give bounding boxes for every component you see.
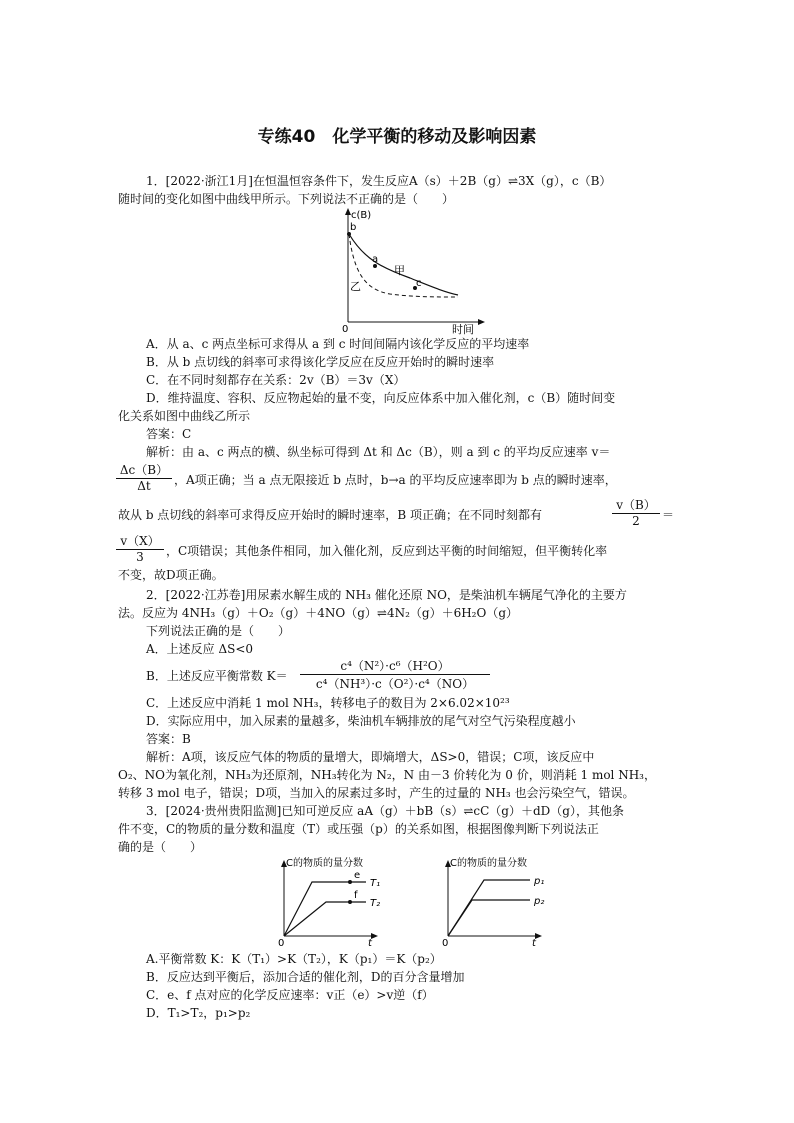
q1-fraction-vx-den: 3 bbox=[136, 550, 144, 564]
q2-stem-line3: 下列说法正确的是（ ） bbox=[146, 624, 291, 638]
q3-stem-line1: 3．[2024·贵州贵阳监测]已知可逆反应 aA（g）＋bB（s）⇌cC（g）＋dD（g），其他条 bbox=[146, 804, 624, 818]
q1-option-c: C．在不同时刻都存在关系：2v（B）＝3v（X） bbox=[146, 373, 406, 387]
q1-figure bbox=[320, 204, 490, 336]
q1-explanation-line2: ，A项正确；当 a 点无限接近 b 点时，b→a 的平均反应速率即为 b 点的瞬时速率， bbox=[174, 473, 617, 487]
q1-stem-line1: 1．[2022·浙江1月]在恒温恒容条件下，发生反应A（s）＋2B（g）⇌3X（g），c（B） bbox=[146, 174, 612, 188]
q3-fig1-label-e: e bbox=[354, 870, 361, 881]
page-title: 专练40 化学平衡的移动及影响因素 bbox=[257, 127, 537, 147]
q3-fig2-label-p2: p₂ bbox=[534, 896, 545, 907]
q2-answer: 答案：B bbox=[146, 732, 191, 746]
q3-fig2-ylabel: C的物质的量分数 bbox=[450, 858, 527, 869]
q2-stem-line1: 2．[2022·江苏卷]用尿素水解生成的 NH₃ 催化还原 NO，是柴油机车辆尾气净化的主要方 bbox=[146, 588, 627, 602]
q1-explanation-line4: ，C项错误；其他条件相同，加入催化剂，反应到达平衡的时间缩短，但平衡转化率 bbox=[166, 544, 608, 558]
q3-fig2-line-p2 bbox=[448, 900, 530, 936]
q2-fraction-k-den: c⁴（NH³）·c（O²）·c⁴（NO） bbox=[315, 677, 475, 691]
q3-option-a: A.平衡常数 K：K（T₁）>K（T₂），K（p₁）＝K（p₂） bbox=[146, 952, 442, 966]
q1-fraction-rate-den: Δt bbox=[137, 479, 151, 493]
q1-fraction-vx bbox=[116, 532, 164, 564]
q1-fraction-vb-num: v（B） bbox=[612, 496, 660, 514]
q2-fraction-k-num: c⁴（N²）·c⁶（H²O） bbox=[300, 657, 490, 675]
q1-origin: 0 bbox=[342, 324, 349, 335]
q1-xlabel: 时间 bbox=[452, 323, 474, 336]
q3-fig1-label-t2: T₂ bbox=[370, 898, 381, 909]
q1-label-yi: 乙 bbox=[350, 280, 361, 293]
q1-x-arrow bbox=[478, 319, 485, 325]
q3-fig1-label-t1: T₁ bbox=[370, 878, 381, 889]
q3-stem-line2: 件不变，C的物质的量分数和温度（T）或压强（p）的关系如图，根据图像判断下列说法正 bbox=[118, 822, 599, 836]
q3-point-f bbox=[348, 900, 352, 904]
q2-option-c: C．上述反应中消耗 1 mol NH₃，转移电子的数目为 2×6.02×10²³ bbox=[146, 696, 510, 710]
q1-option-d-line2: 化关系如图中曲线乙所示 bbox=[118, 409, 251, 423]
q3-fig1-label-f: f bbox=[354, 890, 358, 901]
q1-fraction-vb bbox=[612, 496, 660, 528]
q1-label-jia: 甲 bbox=[394, 264, 405, 277]
q2-stem-line2: 法。反应为 4NH₃（g）＋O₂（g）＋4NO（g）⇌4N₂（g）＋6H₂O（g） bbox=[118, 606, 519, 620]
q3-fig2-origin: 0 bbox=[442, 938, 449, 948]
q2-option-b-prefix: B．上述反应平衡常数 K＝ bbox=[146, 669, 288, 683]
q1-ylabel: c(B) bbox=[351, 210, 372, 221]
q3-fig2-x-arrow bbox=[535, 933, 542, 939]
q3-fig1-xlabel: t bbox=[368, 938, 372, 948]
q3-option-b: B．反应达到平衡后，添加合适的催化剂，D的百分含量增加 bbox=[146, 970, 465, 984]
q1-explanation-line1: 解析：由 a、c 两点的横、纵坐标可得到 Δt 和 Δc（B），则 a 到 c 的平均反应速率 v＝ bbox=[146, 445, 611, 459]
q2-explanation-line3: 转移 3 mol 电子，错误；D项，当加入的尿素过多时，产生的过量的 NH₃ 也会污染空气，错误。 bbox=[118, 786, 635, 800]
q3-fig1-x-arrow bbox=[371, 933, 378, 939]
q3-fig1-origin: 0 bbox=[278, 938, 285, 948]
q1-explanation-line3: 故从 b 点切线的斜率可求得反应开始时的瞬时速率，B 项正确；在不同时刻都有 bbox=[118, 508, 542, 522]
q3-point-e bbox=[348, 880, 352, 884]
q1-stem-line2: 随时间的变化如图中曲线甲所示。下列说法不正确的是（ ） bbox=[118, 192, 455, 206]
q3-option-d: D．T₁>T₂，p₁>p₂ bbox=[146, 1006, 251, 1020]
q1-fraction-rate bbox=[116, 461, 172, 493]
q1-label-c: c bbox=[416, 278, 422, 289]
q1-option-a: A．从 a、c 两点坐标可求得从 a 到 c 时间间隔内该化学反应的平均速率 bbox=[146, 337, 530, 351]
q1-fraction-vb-den: 2 bbox=[632, 514, 640, 528]
q1-option-b: B．从 b 点切线的斜率可求得该化学反应在反应开始时的瞬时速率 bbox=[146, 355, 495, 369]
q1-fraction-vx-num: v（X） bbox=[116, 532, 164, 550]
q3-figure-temperature bbox=[270, 856, 400, 948]
q3-figure-pressure bbox=[434, 856, 564, 948]
q3-fig2-xlabel: t bbox=[532, 938, 536, 948]
q2-option-a: A．上述反应 ΔS<0 bbox=[146, 642, 254, 656]
q3-option-c: C．e、f 点对应的化学反应速率：v正（e）>v逆（f） bbox=[146, 988, 434, 1002]
q1-explanation-line5: 不变，故D项正确。 bbox=[118, 568, 224, 582]
q2-explanation-line1: 解析：A项，该反应气体的物质的量增大，即熵增大，ΔS>0，错误；C项，该反应中 bbox=[146, 750, 595, 764]
q3-fig1-line-t2 bbox=[284, 902, 366, 936]
q3-fig2-line-p1 bbox=[448, 880, 530, 936]
q2-explanation-line2: O₂、NO为氧化剂，NH₃为还原剂，NH₃转化为 N₂，N 由－3 价转化为 0 价，则消耗 1 mol NH₃， bbox=[118, 768, 656, 782]
q1-label-b: b bbox=[350, 222, 357, 233]
q1-label-a: a bbox=[372, 254, 379, 265]
q2-option-d: D．实际应用中，加入尿素的量越多，柴油机车辆排放的尾气对空气污染程度越小 bbox=[146, 714, 576, 728]
q1-equals: ＝ bbox=[662, 508, 675, 522]
q2-fraction-k bbox=[300, 657, 490, 692]
q3-stem-line3: 确的是（ ） bbox=[118, 840, 203, 854]
q1-option-d-line1: D．维持温度、容积、反应物起始的量不变，向反应体系中加入催化剂，c（B）随时间变 bbox=[146, 391, 616, 405]
q3-fig1-ylabel: C的物质的量分数 bbox=[286, 858, 363, 869]
q1-fraction-rate-num: Δc（B） bbox=[116, 461, 172, 479]
q3-fig2-label-p1: p₁ bbox=[534, 876, 545, 887]
q1-answer: 答案：C bbox=[146, 427, 192, 441]
